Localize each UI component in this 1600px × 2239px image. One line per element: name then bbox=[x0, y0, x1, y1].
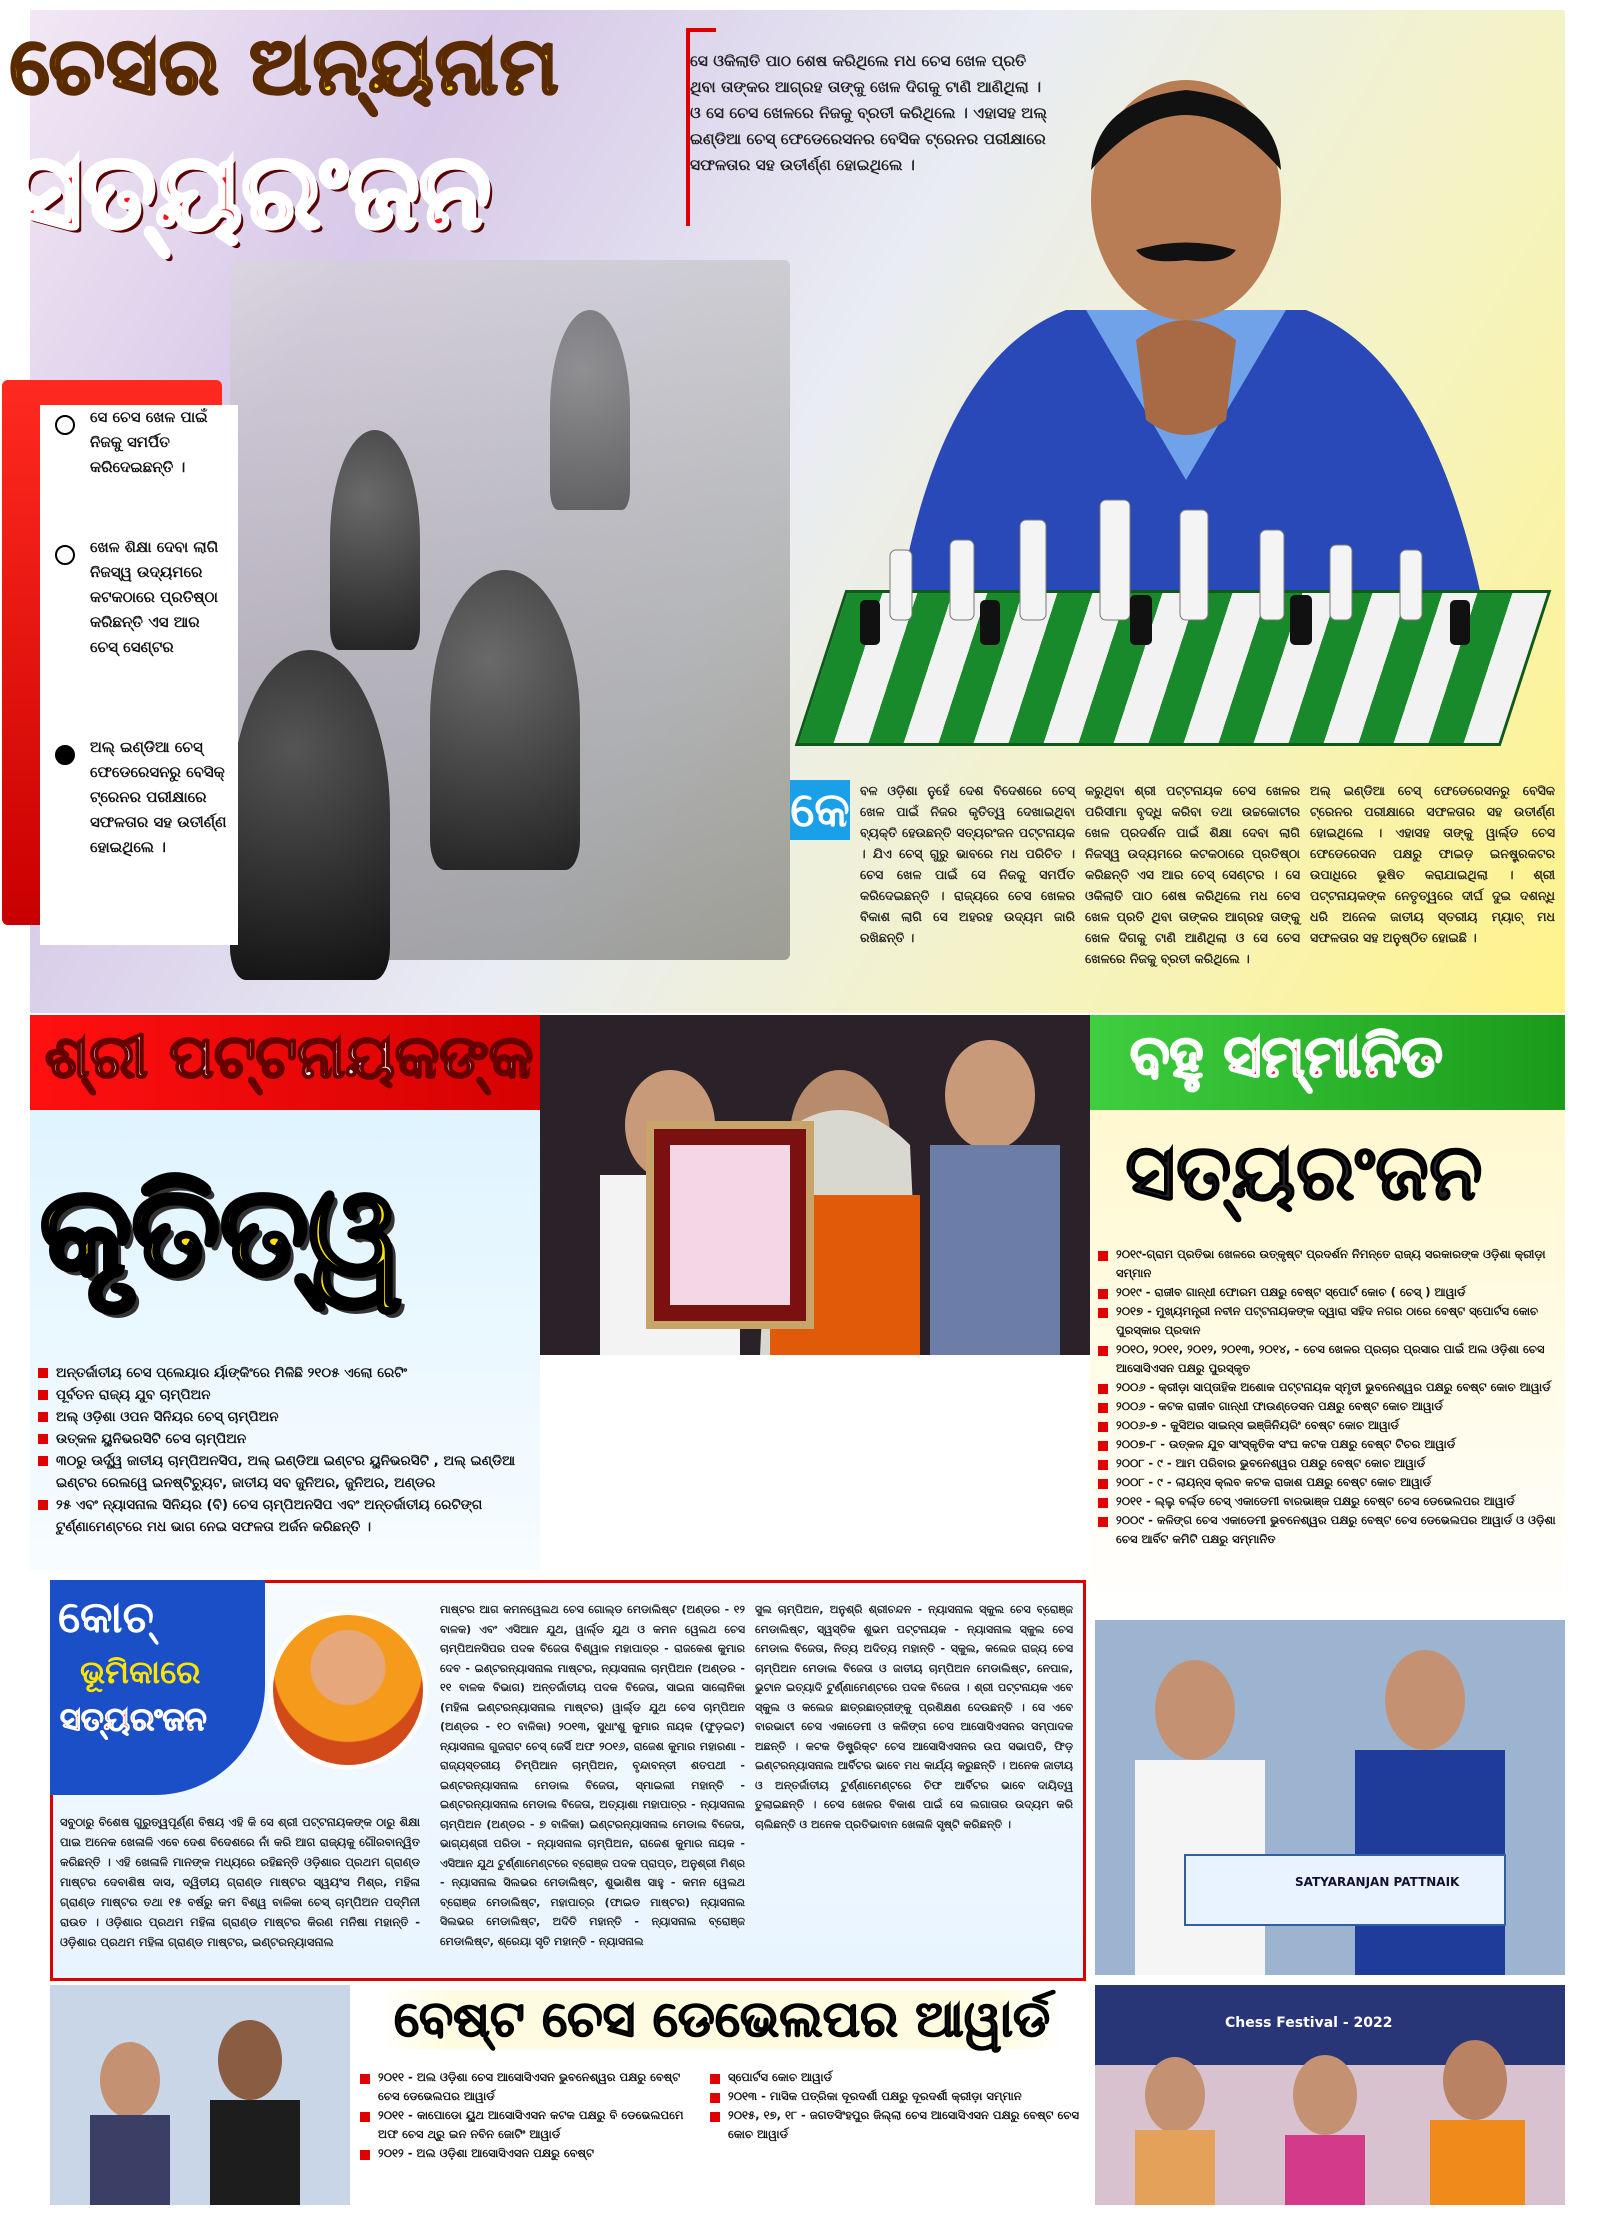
achievement-item: ଉତ୍କଳ ୟୁନିଭରସିଟି ଚେସ ଚାମ୍ପିଅନ bbox=[38, 1428, 528, 1450]
rook-shape bbox=[230, 650, 390, 980]
honour-item: ୨୦୧୧ - ଲ୍ଲୁ ବର୍ଲ୍ଡ ଚେସ୍ ଏକାଡେମୀ ବାରଭାଞ୍ଜ ପକ୍ଷରୁ ବେଷ୍ଟ ଚେସ ଡେଭେଲପର ଆୱାର୍ଡ bbox=[1098, 1492, 1558, 1511]
band-right-title: ବହୁ ସମ୍ମାନିତ bbox=[1130, 1022, 1443, 1090]
article-column-3: ଅଲ୍ ଇଣ୍ଡିଆ ଚେସ୍ ଫେଡେରେସନରୁ ବେସିକ ଟ୍ରେନର ପରୀକ୍ଷାରେ ସଫଳତାର ସହ ଉତୀର୍ଣ୍ଣ ହୋଇଥିଲେ । ଏହାସହ ତାଙ୍କୁ ୱାର୍ଲ୍ଡ ଚେସ ଫେଡେରେସନ ପକ୍ଷରୁ ଫାଇଡ଼ ଇନଷ୍ଟ୍ରକଟର ଉପାଧିରେ ଭୂଷିତ କରାଯାଇଥିଲା । ଶ୍ରୀ ପଟ୍ଟନାୟକଙ୍କ ନେତୃତ୍ୱରେ ଦୀର୍ଘ ଦୁଇ ଦଶନ୍ଧି ଧରି ଅନେକ ଜାତୀୟ ସ୍ତରୀୟ ମ୍ୟାଚ୍ ମଧ ସଫଳତାର ସହ ଅନୁଷ୍ଠିତ ହୋଇଛି । bbox=[1310, 783, 1555, 945]
award-item: ସ୍ପୋର୍ଟସ କୋଚ ଆୱାର୍ଡ bbox=[710, 2068, 1080, 2087]
intro-accent-bar-top bbox=[686, 28, 716, 32]
bullet-dot bbox=[55, 415, 75, 435]
honour-item: ୨୦୧୦, ୨୦୧୧, ୨୦୧୨, ୨୦୧୩, ୨୦୧୪, - ଚେସ ଖେଳର ପ୍ରଚାର ପ୍ରସାର ପାଇଁ ଅଲ ଓଡ଼ିଶା ଚେସ ଆସୋସିଏସନ ପକ୍ଷରୁ ପୁରସ୍କୃତ bbox=[1098, 1340, 1558, 1378]
honour-item: ୨୦୦୯ - କଳିଙ୍ଗ ଚେସ ଏକାଡେମୀ ଭୁବନେଶ୍ୱର ପକ୍ଷରୁ ବେଷ୍ଟ ଚେସ ଡେଭେଲପର ଆୱାର୍ଡ ଓ ଓଡ଼ିଶା ଚେସ ଆର୍ବିଟ କମିଟି ପକ୍ଷରୁ ସମ୍ମାନିତ bbox=[1098, 1511, 1558, 1549]
intro-text: ସେ ଓକିଲାତି ପାଠ ଶେଷ କରିଥିଲେ ମଧ ଚେସ ଖେଳ ପ୍ରତି ଥିବା ତାଙ୍କର ଆଗ୍ରହ ତାଙ୍କୁ ଖେଳ ଦିଗକୁ ଟାଣି ଆଣିଥିଲା । ଓ ସେ ଚେସ ଖେଳରେ ନିଜକୁ ବ୍ରତୀ କରିଥିଲେ । ଏହାସହ ଅଲ୍ ଇଣ୍ଡିଆ ଚେସ୍ ଫେଡେରେସନର ବେସିକ ଟ୍ରେନର ପରୀକ୍ଷାରେ ସଫଳତାର ସହ ଉତୀର୍ଣ୍ଣ ହୋଇଥିଲେ । bbox=[690, 52, 1048, 174]
award-item: ୨୦୧୨ - ଅଲ ଓଡ଼ିଶା ଆସୋସିଏସନ ପକ୍ଷରୁ ବେଷ୍ଟ bbox=[360, 2144, 700, 2163]
award-list-2 bbox=[710, 2068, 1080, 2144]
coach-column-3: ସୁଲ ଚାମ୍ପିଅନ, ଅନୁଶ୍ରି ଶ୍ରୀଚନ୍ଦନ - ନ୍ୟାସନାଲ ସ୍କୁଲ ଚେସ ବ୍ରୋଞ୍ଜ ମେଡାଲିଷ୍ଟ, ସ୍ୱସ୍ତିକ ଶୁଭମ ପଟ୍ଟନାୟକ - ନ୍ୟାସନାଲ ସ୍କୁଲ ଚେସ ମେଡାଲ ବିଜେତା, ନିତ୍ୟ ଅଦିତ୍ୟ ମହାନ୍ତି - ସ୍କୁଲ, କଲେଜ ରାଜ୍ୟ ଚେସ ଚାମ୍ପିଅନ ମେଡାଲ ବିଜେତା ଓ ଜାତୀୟ ଚାମ୍ପିଅନ ମେଡାଲିଷ୍ଟ, ନେପାଳ, ଭୁଟାନ ଇତ୍ୟାଦି ଟୁର୍ଣ୍ଣାମେଣ୍ଟରେ ପଦକ ବିଜେତା । ଶ୍ରୀ ପଟ୍ଟନାୟକ ଏବେ ସ୍କୁଲ ଓ କଲେଜ ଛାତ୍ରଛାତ୍ରୀଙ୍କୁ ପ୍ରଶିକ୍ଷଣ ଦେଉଛନ୍ତି । ସେ ଏବେ ବାରଭାଟୀ ଚେସ ଏକାଡେମୀ ଓ କଳିଙ୍ଗ ଚେସ ଆସୋସିଏସନର ସମ୍ପାଦକ ଅଛନ୍ତି । କଟକ ଡିଷ୍ଟ୍ରିକ୍ଟ ଚେସ ଆସୋସିଏସନର ଉପ ସଭାପତି, ଫିଡ଼ ଇଣ୍ଟରନ୍ୟାସନାଲ ଆର୍ବିଟର ଭାବେ ମଧ କାର୍ଯ୍ୟ କରୁଛନ୍ତି । ଅନେକ ଜାତୀୟ ଓ ଅନ୍ତର୍ଜାତୀୟ ଟୁର୍ଣ୍ଣାମେଣ୍ଟରେ ଚିଫ ଆର୍ବିଟର ଭାବେ ଦାୟିତ୍ୱ ତୁଲାଇଛନ୍ତି । ଚେସ ଖେଳର ବିକାଶ ପାଇଁ ସେ ଲଗାତାର ଉଦ୍ୟମ କରି ଚାଲିଛନ୍ତି ଓ ଅନେକ ପ୍ରତିଭାବାନ ଖେଳାଳି ସୃଷ୍ଟି କରିଛନ୍ତି । bbox=[755, 1603, 1073, 1831]
honour-item: ୨୦୦୬-୭ - କୁସିଅର ସାଇନ୍ସ ଇଞ୍ଜିନିୟରିଂ ବେଷ୍ଟ କୋଚ ଆୱାର୍ଡ bbox=[1098, 1416, 1558, 1435]
award-item: ୨୦୧୩ - ମାସିକ ପତ୍ରିକା ଦୂରଦର୍ଶୀ ପକ୍ଷରୁ ଦୂରଦର୍ଶୀ କ୍ରୀଡ଼ା ସମ୍ମାନ bbox=[710, 2087, 1080, 2106]
honour-item: ୨୦୧୭ - ମୁଖ୍ୟମନ୍ତ୍ରୀ ନବୀନ ପଟ୍ଟନାୟକଙ୍କ ଦ୍ୱାରା ସହିଦ ନଗର ଠାରେ ବେଷ୍ଟ ସ୍ପୋର୍ଟସ କୋଚ ପୁରସ୍କାର ପ୍ରଦାନ bbox=[1098, 1302, 1558, 1340]
headline-line-2: ସତ୍ୟରଂଜନ bbox=[14, 130, 491, 252]
award-heading: ବେଷ୍ଟ ଚେସ ଡେଭେଲପର ଆୱାର୍ଡ bbox=[380, 1990, 1064, 2049]
coach-portrait bbox=[268, 1610, 428, 1770]
award-item: ୨୦୧୫, ୧୭, ୧୮ - ଜଗତସିଂହପୁର ଜିଲ୍ଲା ଚେସ ଆସୋସିଏସନ ପକ୍ଷରୁ ବେଷ୍ଟ ଚେସ କୋଚ ଆୱାର୍ଡ bbox=[710, 2106, 1080, 2144]
chess-pieces bbox=[830, 490, 1520, 650]
article-column-1: ବଳ ଓଡ଼ିଶା ନୁହେଁ ଦେଶ ବିଦେଶରେ ଚେସ୍ ଖେଳ ପାଇଁ ନିଜର କୃତିତ୍ୱ ଦେଖାଇଥିବା ବ୍ୟକ୍ତି ହେଉଛନ୍ତି ସତ୍ୟରଂଜନ ପଟ୍ଟନାୟକ । ଯିଏ ଚେସ୍ ଗୁରୁ ଭାବରେ ମଧ ପରିଚିତ । ଚେସ ଖେଳ ପାଇଁ ସେ ନିଜକୁ ସମର୍ପିତ କରିଦେଇଛନ୍ତି । ରାଜ୍ୟରେ ଚେସ ଖେଳର ବିକାଶ ଲାଗି ସେ ଅହରହ ଉଦ୍ୟମ ଜାରି ରଖିଛନ୍ତି । bbox=[860, 783, 1075, 945]
highlight-item: ଖେଳ ଶିକ୍ଷା ଦେବା ଲାଗି ନିଜସ୍ୱ ଉଦ୍ୟମରେ କଟକଠାରେ ପ୍ରତିଷ୍ଠା କରିଛନ୍ତି ଏସ ଆର ଚେସ୍ ସେଣ୍ଟର bbox=[90, 538, 219, 656]
honours-heading: ସତ୍ୟରଂଜନ bbox=[1125, 1128, 1483, 1218]
band-left-title: ଶ୍ରୀ ପଟ୍ଟନାୟକଙ୍କ bbox=[45, 1022, 534, 1092]
bullet-dot bbox=[55, 745, 75, 765]
coach-column-2: ମାଷ୍ଟର ଆଗ କମନୱେଲଥ ଚେସ ଗୋଲ୍ଡ ମେଡାଲିଷ୍ଟ (ଅଣ୍ଡର - ୧୨ ବାଳକ) ଏବଂ ଏସିଆନ ଯୁଥ, ୱାର୍ଲ୍ଡ ଯୁଥ ଓ କମନ ୱେଲଥ ଚେସ ଚାମ୍ପିଅନସିପର ପଦକ ବିଜେତା ବିଶ୍ୱାଳ ମହାପାତ୍ର - ରାଜକେଶ କୁମାର ଦେବ - ଇଣ୍ଟରନ୍ୟାସନାଲ ମାଷ୍ଟର, ନ୍ୟାସନାଲ ଚାମ୍ପିଅନ (ଅଣ୍ଡର - ୧୧ ବାଳକ ବିଭାଗ) ଅନ୍ତର୍ଜାତୀୟ ପଦକ ବିଜେତା, ସାଇନା ସାଲୋନିକା (ମହିଳା ଇଣ୍ଟରନ୍ୟାସନାଲ ମାଷ୍ଟର) ୱାର୍ଲ୍ଡ ଯୁଥ ଚେସ ଚାମ୍ପିଅନ (ଅଣ୍ଡର - ୧୦ ବାଳିକା) ୨୦୧୩, ସୁଧାଂଶୁ କୁମାର ନାୟକ (ଫୁଡ଼ଇଟ) ନ୍ୟାସନାଲ ଗୁଜରାଟ ଚେସ୍ ଜେର୍ସି ଅଫ ୨୦୧୬, ରାଜେଶ କୁମାର ମହାରଣା - ରାଜ୍ୟସ୍ତରୀୟ ଚିମ୍ପିଆନ ଚାମ୍ପିଅନ, ବୃନ୍ଦାବନ୍ତୀ ଶତପଥୀ - ଇଣ୍ଟରନ୍ୟାସନାଲ ମେଡାଲ ବିଜେତା, ସ୍ମାଇଲୀ ମହାନ୍ତି - ଇଣ୍ଟରନ୍ୟାସନାଲ ମେଡାଲ ବିଜେତା, ଅତ୍ୟାଶା ମହାପାତ୍ର - ନ୍ୟାସନାଲ ଚାମ୍ପିଅନ (ଅଣ୍ଡର - ୭ ବାଳିକା) ଇଣ୍ଟରନ୍ୟାସନାଲ ମେଡାଲ ବିଜେତା, ଭାଗ୍ୟଶ୍ରୀ ପରିଡା - ନ୍ୟାସନାଲ ଚାମ୍ପିଅନ, ରାଜେଶ କୁମାର ନାୟକ - ଏସିଆନ ଯୁଥ ଟୁର୍ଣ୍ଣାମେଣ୍ଟରେ ବ୍ରୋଞ୍ଜ ପଦକ ପ୍ରାପ୍ତ, ଅନୁଶ୍ରୀ ମିଶ୍ର - ନ୍ୟାସନାଲ ସିଲଭର ମେଡାଲିଷ୍ଟ, ଶୁଭାଶିଷ ସାହୁ - କମନ ୱେଲଥ ବ୍ରୋଞ୍ଜ ମେଡାଲିଷ୍ଟ, ମହାପାତ୍ର (ଫାଇଡ ମାଷ୍ଟର) ନ୍ୟାସନାଲ ସିଲଭର ମେଡାଲିଷ୍ଟ, ଅଦିତି ମହାନ୍ତି - ନ୍ୟାସନାଲ ବ୍ରୋଞ୍ଜ ମେଡାଲିଷ୍ଟ, ଶ୍ରେୟା ସୃତି ମହାନ୍ତି - ନ୍ୟାସନାଲ bbox=[440, 1603, 745, 1948]
award-item: ୨୦୧୧ - କାପୋଡୋ ୟୁଥ ଆସୋସିଏସନ କଟକ ପକ୍ଷରୁ ବି ଡେଭେଲପମେ ଅଫ ଚେସ ଥ୍ରୁ ଇନ ନବିନ ଜୋଟିଂ ଆୱାର୍ଡ bbox=[360, 2106, 700, 2144]
cheque-photo bbox=[1095, 1620, 1565, 1975]
highlight-item: ସେ ଚେସ ଖେଳ ପାଇଁ ନିଜକୁ ସମର୍ପିତ କରିଦେଇଛନ୍ତି । bbox=[90, 408, 208, 476]
honours-list bbox=[1098, 1245, 1558, 1549]
achievement-item: ୨୫ ଏବଂ ନ୍ୟାସନାଲ ସିନିୟର (ବି) ଚେସ ଚାମ୍ପିଅନସିପ ଏବଂ ଅନ୍ତର୍ଜାତୀୟ ରେଟିଙ୍ଗ ଟୁର୍ଣ୍ଣାମେଣ୍ଟରେ ମଧ ଭାଗ ନେଇ ସଫଳତା ଅର୍ଜନ କରିଛନ୍ତି । bbox=[38, 1494, 528, 1538]
award-list-1 bbox=[360, 2068, 700, 2163]
coach-column-1: ସବୁଠାରୁ ବିଶେଷ ଗୁରୁତ୍ୱପୂର୍ଣ୍ଣ ବିଷୟ ଏହି କି ସେ ଶ୍ରୀ ପଟ୍ଟନାୟକଙ୍କ ଠାରୁ ଶିକ୍ଷା ପାଇ ଅନେକ ଖେଳାଳି ଏବେ ଦେଶ ବିଦେଶରେ ନାଁ କରି ଆଗ ରାଜ୍ୟକୁ ଗୌରବାନ୍ୱିତ କରିଛନ୍ତି । ଏହି ଖେଳାଳି ମାନଙ୍କ ମଧ୍ୟରେ ରହିଛନ୍ତି ଓଡ଼ିଶାର ପ୍ରଥମ ଗ୍ରାଣ୍ଡ ମାଷ୍ଟର ଦେବାଶିଷ ଦାସ, ଦ୍ୱିତୀୟ ଗ୍ରାଣ୍ଡ ମାଷ୍ଟର ସ୍ୱୟଂସ ମିଶ୍ର, ମହିଳା ଗ୍ରାଣ୍ଡ ମାଷ୍ଟର ତଥା ୧୫ ବର୍ଷରୁ କମ ବିଶ୍ୱ ବାଳିକା ଚେସ୍ ଚାମ୍ପିଅନ ପଦ୍ମିନୀ ରାଉତ । ଓଡ଼ିଶାର ପ୍ରଥମ ମହିଳା ଗ୍ରାଣ୍ଡ ମାଷ୍ଟର କିରଣ ମନିଷା ମହାନ୍ତି - ଓଡ଼ିଶାର ପ୍ରଥମ ମହିଳା ଗ୍ରାଣ୍ଡ ମାଷ୍ଟର, ଇଣ୍ଟରନ୍ୟାସନାଲ bbox=[60, 1815, 420, 1949]
ceremony-photo bbox=[540, 1015, 1090, 1355]
bullet-dot bbox=[55, 545, 75, 565]
honour-item: ୨୦୧୯ - ରାଜୀବ ଗାନ୍ଧୀ ଫୋରମ ପକ୍ଷରୁ ବେଷ୍ଟ ସ୍ପୋର୍ଟ କୋଚ ( ଚେସ୍ ) ଆୱାର୍ଡ bbox=[1098, 1283, 1558, 1302]
achievement-item: ଅଲ୍ ଓଡ଼ିଶା ଓପନ ସିନିୟର ଚେସ୍ ଚାମ୍ପିଅନ bbox=[38, 1406, 528, 1428]
award-item: ୨୦୧୧ - ଅଲ ଓଡ଼ିଶା ଚେସ ଆସୋସିଏସନ ଭୁବନେଶ୍ୱର ପକ୍ଷରୁ ବେଷ୍ଟ ଚେସ ଡେଭେଲପର ଆୱାର୍ଡ bbox=[360, 2068, 700, 2106]
highlight-item: ଅଲ୍ ଇଣ୍ଡିଆ ଚେସ୍ ଫେଡେରେସନରୁ ବେସିକ୍ ଟ୍ରେନର ପରୀକ୍ଷାରେ ସଫଳତାର ସହ ଉତୀର୍ଣ୍ଣ ହୋଇଥିଲେ । bbox=[90, 738, 227, 856]
achievements-heading: କୃତିତ୍ୱ bbox=[40, 1160, 403, 1304]
cheque-caption: SATYARANJAN PATTNAIK bbox=[1295, 1875, 1460, 1889]
headline-line-1: ଚେସର ଅନ୍ୟନାମ bbox=[10, 22, 561, 112]
award-photo-right bbox=[1095, 1985, 1565, 2205]
achievement-item: ୩୦ରୁ ଊର୍ଦ୍ଧ୍ୱ ଜାତୀୟ ଚାମ୍ପିଅନସିପ, ଅଲ୍ ଇଣ୍ଡିଆ ଇଣ୍ଟର ୟୁନିଭରସିଟି , ଅଲ୍ ଇଣ୍ଡିଆ ଇଣ୍ଟର ରେଲୱେ ଇନଷ୍ଟିଚ୍ୟୁଟ, ଜାତୀୟ ସବ ଜୁନିଅର, ଜୁନିଅର, ଅଣ୍ଡର bbox=[38, 1450, 528, 1494]
honour-item: ୨୦୦୮ - ୯ - ଲାୟନ୍ସ କ୍ଲବ କଟକ ରାଜାଶ ପକ୍ଷରୁ ବେଷ୍ଟ କୋଚ ଆୱାର୍ଡ bbox=[1098, 1473, 1558, 1492]
banner-caption: Chess Festival - 2022 bbox=[1225, 2015, 1393, 2031]
pawn-shape-2 bbox=[550, 310, 630, 510]
honour-item: ୨୦୧୯-ଗ୍ରାମ ପ୍ରତିଭା ଖେଳରେ ଉତ୍କୃଷ୍ଟ ପ୍ରଦର୍ଶନ ନିମନ୍ତେ ରାଜ୍ୟ ସରକାରଙ୍କ ଓଡ଼ିଶା କ୍ରୀଡ଼ା ସମ୍ମାନ bbox=[1098, 1245, 1558, 1283]
pawn-shape bbox=[330, 430, 420, 650]
coach-heading: କୋଚ୍ bbox=[58, 1592, 154, 1643]
achievements-list bbox=[38, 1362, 528, 1538]
highlights-inner bbox=[40, 405, 238, 945]
coach-subheading: ଭୂମିକାରେ bbox=[80, 1653, 201, 1691]
achievement-item: ଅନ୍ତର୍ଜାତୀୟ ଚେସ ପ୍ଲେୟାର ର୍ୟାଙ୍କିଂରେ ମିଳିଛି ୨୧୦୫ ଏଲୋ ରେଟିଂ bbox=[38, 1362, 528, 1384]
honour-item: ୨୦୦୮ - ୯ - ଆମ ପରିବାର ଭୁବନେଶ୍ୱର ପକ୍ଷରୁ ବେଷ୍ଟ କୋଚ ଆୱାର୍ଡ bbox=[1098, 1454, 1558, 1473]
dropcap: କେ bbox=[790, 782, 850, 838]
honour-item: ୨୦୦୬ - କ୍ରୀଡ଼ା ସାପ୍ତାହିକ ଅଶୋକ ପଟ୍ଟନାୟକ ସ୍ମୃତୀ ଭୁବନେଶ୍ୱର ପକ୍ଷରୁ ବେଷ୍ଟ କୋଚ ଆୱାର୍ଡ bbox=[1098, 1378, 1558, 1397]
award-photo-left bbox=[50, 1985, 350, 2205]
coach-name: ସତ୍ୟରଂଜନ bbox=[60, 1700, 207, 1738]
honour-item: ୨୦୦୭-୮ - ଉତ୍କଳ ଯୁବ ସାଂସ୍କୃତିକ ସଂଘ କଟକ ପକ୍ଷରୁ ବେଷ୍ଟ ଟିଚର ଆୱାର୍ଡ bbox=[1098, 1435, 1558, 1454]
article-column-2: କରୁଥିବା ଶ୍ରୀ ପଟ୍ଟନାୟକ ଚେସ ଖେଳର ପରିସୀମା ବୃଦ୍ଧି କରିବା ତଥା ଉଚ୍ଚକୋଟୀର ଖେଳ ପ୍ରଦର୍ଶନ ପାଇଁ ଶିକ୍ଷା ଦେବା ଲାଗି ନିଜସ୍ୱ ଉଦ୍ୟମରେ କଟକଠାରେ ପ୍ରତିଷ୍ଠା କରିଛନ୍ତି ଏସ ଆର ଚେସ୍ ସେଣ୍ଟର । ସେ ଓକିଲାତି ପାଠ ଶେଷ କରିଥିଲେ ମଧ ଚେସ ଖେଳ ପ୍ରତି ଥିବା ତାଙ୍କର ଆଗ୍ରହ ତାଙ୍କୁ ଖେଳ ଦିଗକୁ ଟାଣି ଆଣିଥିଲା ଓ ସେ ଚେସ ଖେଳରେ ନିଜକୁ ବ୍ରତୀ କରିଥିଲେ । bbox=[1085, 783, 1300, 966]
achievement-item: ପୂର୍ବତନ ରାଜ୍ୟ ଯୁବ ଚାମ୍ପିଅନ bbox=[38, 1384, 528, 1406]
honour-item: ୨୦୦୬ - କଟକ ରାଜୀବ ଗାନ୍ଧୀ ଫାଉଣ୍ଡେସନ ପକ୍ଷରୁ ବେଷ୍ଟ କୋଚ ଆୱାର୍ଡ bbox=[1098, 1397, 1558, 1416]
knight-shape bbox=[430, 570, 580, 870]
